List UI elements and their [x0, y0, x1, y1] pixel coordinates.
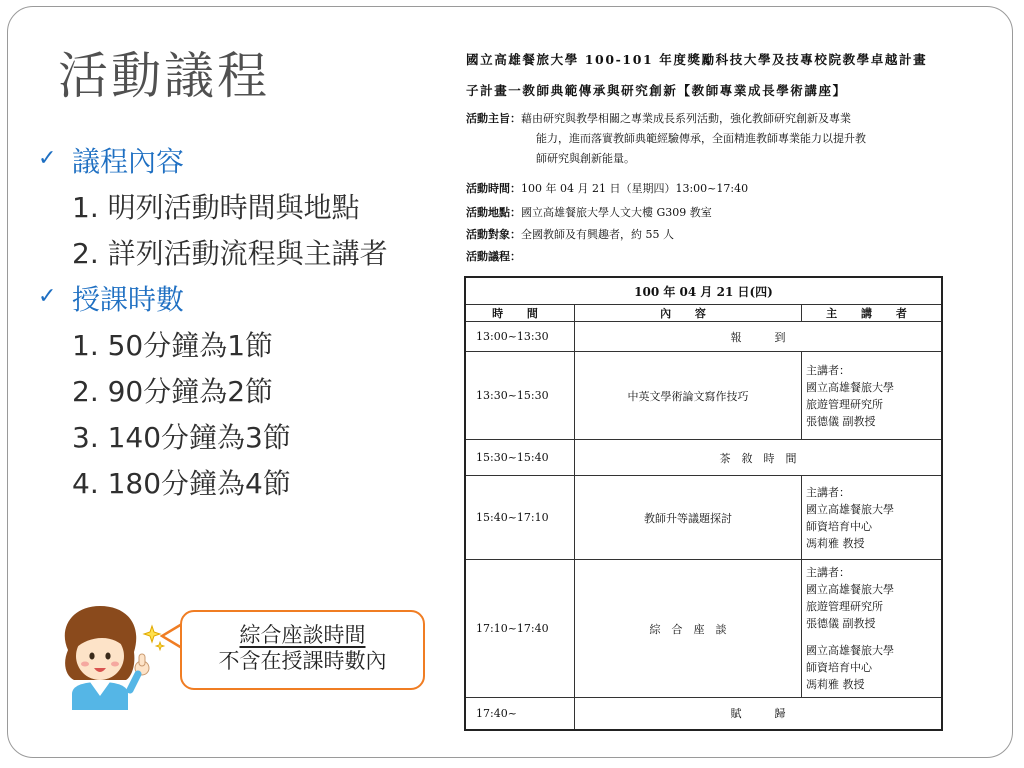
- bullet-heading: ✓ 授課時數: [38, 283, 185, 316]
- bullet-item: 2. 詳列活動流程與主講者: [72, 237, 388, 270]
- doc-purpose-row: 活動主旨：藉由研究與教學相關之專業成長系列活動，強化教師研究創新及專業: [466, 112, 851, 125]
- bullet-item: 3. 140分鐘為3節: [72, 421, 291, 454]
- doc-purpose-line: 能力，進而落實教師典範經驗傳承，全面精進教師專業能力以提升教: [536, 132, 866, 145]
- slide-title: 活動議程: [58, 47, 270, 105]
- checkmark-icon: ✓: [38, 284, 57, 309]
- speaker-cell: 主講者： 國立高雄餐旅大學 旅遊管理研究所 張德儀 副教授: [802, 352, 943, 440]
- bullet-item: 2. 90分鐘為2節: [72, 375, 274, 408]
- girl-illustration: [50, 598, 170, 710]
- table-row: 13:30~15:30 中英文學術論文寫作技巧 主講者： 國立高雄餐旅大學 旅遊管理研究所 張德儀 副教授: [465, 352, 942, 440]
- table-row: 15:40~17:10 教師升等議題探討 主講者： 國立高雄餐旅大學 師資培育中心 馮莉雅 教授: [465, 476, 942, 560]
- bullet-list: [38, 140, 438, 508]
- speaker-cell: 主講者： 國立高雄餐旅大學 旅遊管理研究所 張德儀 副教授 國立高雄餐旅大學 師資培育中心 馮莉雅 教授: [802, 560, 943, 698]
- table-row: 13:00~13:30 報 到: [465, 322, 942, 352]
- bubble-line-1: 綜合座談時間: [239, 623, 366, 647]
- bullet-item: 1. 50分鐘為1節: [72, 329, 274, 362]
- header-time: 時 間: [465, 305, 575, 322]
- speaker-cell: 主講者： 國立高雄餐旅大學 師資培育中心 馮莉雅 教授: [802, 476, 943, 560]
- document-excerpt: [466, 44, 946, 274]
- bullet-heading: ✓ 議程內容: [38, 145, 185, 178]
- checkmark-icon: ✓: [38, 146, 57, 171]
- table-header-row: [465, 305, 942, 322]
- doc-purpose-line: 師研究與創新能量。: [536, 152, 635, 165]
- table-row: 17:10~17:40 綜 合 座 談 主講者： 國立高雄餐旅大學 旅遊管理研究所 張德儀 副教授 國立高雄餐旅大學 師資培育中心 馮莉雅 教授: [465, 560, 942, 698]
- schedule-table: [464, 276, 943, 731]
- doc-header-1: 國立高雄餐旅大學 100-101 年度獎勵科技大學及技專校院教學卓越計畫: [466, 52, 928, 67]
- header-speaker: 主 講 者: [802, 305, 943, 322]
- doc-target-row: 活動對象：全國教師及有興趣者，約 55 人: [466, 228, 674, 241]
- table-row: 17:40~ 賦 歸: [465, 698, 942, 730]
- doc-place-row: 活動地點：國立高雄餐旅大學人文大樓 G309 教室: [466, 206, 712, 219]
- header-content: 內 容: [575, 305, 802, 322]
- bubble-line-2: 不含在授課時數內: [218, 649, 387, 673]
- bullet-item: 4. 180分鐘為4節: [72, 467, 291, 500]
- table-row: 15:30~15:40 茶 敘 時 間: [465, 440, 942, 476]
- speech-bubble: [180, 610, 425, 690]
- bullet-item: 1. 明列活動時間與地點: [72, 191, 360, 224]
- doc-agenda-label: 活動議程：: [466, 250, 521, 263]
- table-date-row: [465, 277, 942, 305]
- doc-header-2: 子計畫一教師典範傳承與研究創新【教師專業成長學術講座】: [466, 83, 847, 98]
- doc-time-row: 活動時間：100 年 04 月 21 日（星期四）13:00~17:40: [466, 182, 749, 195]
- table-date: 100 年 04 月 21 日(四): [465, 277, 942, 305]
